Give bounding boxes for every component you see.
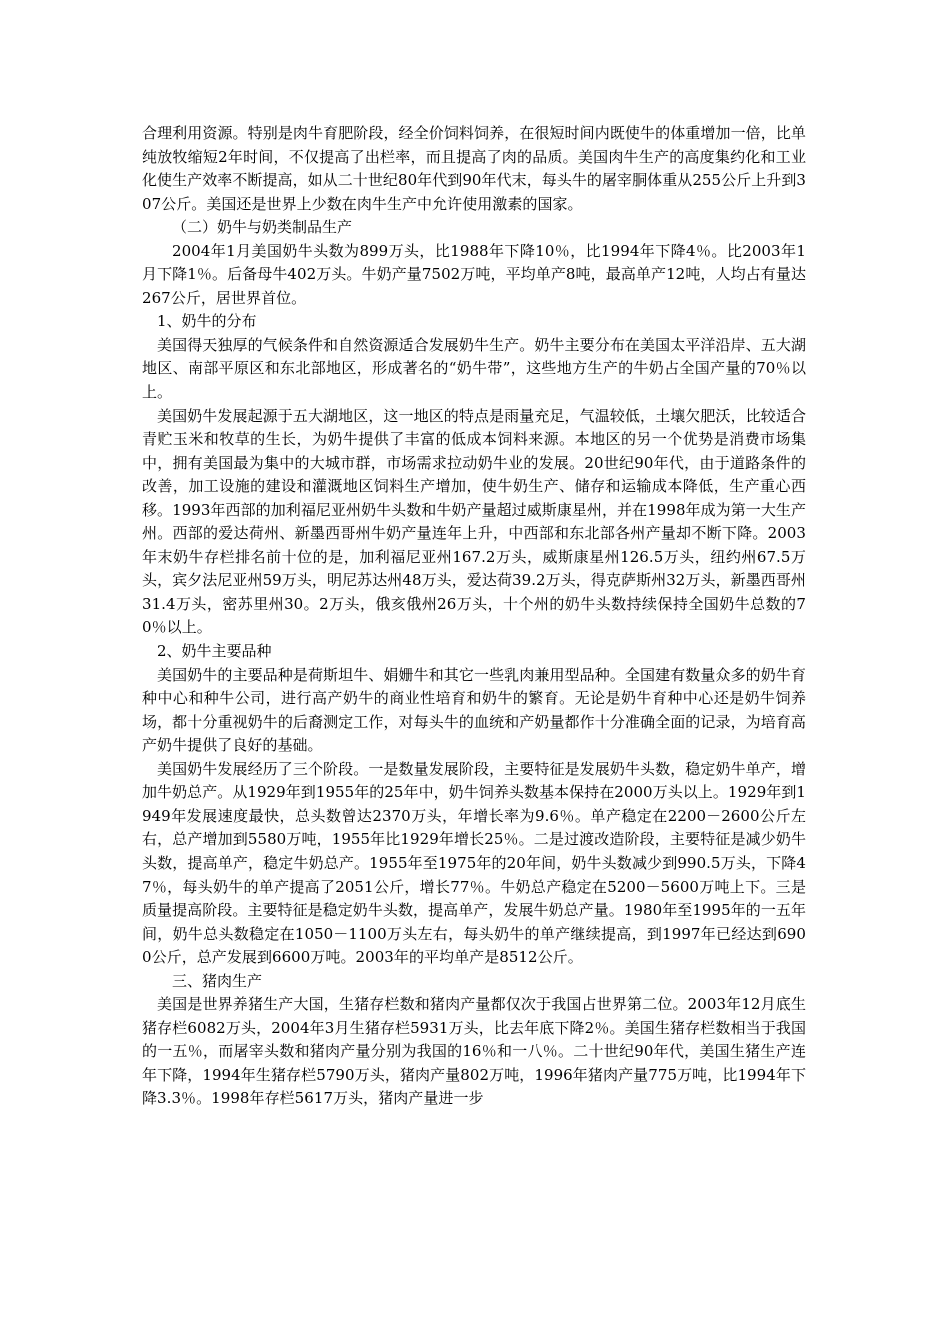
paragraph-pork-production: 美国是世界养猪生产大国，生猪存栏数和猪肉产量都仅次于我国占世界第二位。2003年12月底生猪存栏6082万头，2004年3月生猪存栏5931万头，比去年底下降2％。美国生猪存栏数相当于我国的一五％，而屠宰头数和猪肉产量分别为我国的16％和一八％。二十世纪90年代，美国生猪生产连年下降，1994年生猪存栏5790万头，猪肉产量802万吨，1996年猪肉产量775万吨，比1994年下降3.3％。1998年存栏5617万头，猪肉产量进一步	[142, 995, 806, 1108]
subheading-dairy-distribution: 1、奶牛的分布	[157, 312, 257, 331]
paragraph-three-stages: 美国奶牛发展经历了三个阶段。一是数量发展阶段，主要特征是发展奶牛头数，稳定奶牛单产，增加牛奶总产。从1929年到1955年的25年中，奶牛饲养头数基本保持在2000万头以上。1929年到1949年发展速度最快，总头数曾达2370万头，年增长率为9.6％。单产稳定在2200－2600公斤左右，总产增加到5580万吨，1955年比1929年增长25％。二是过渡改造阶段，主要特征是减少奶牛头数，提高单产，稳定牛奶总产。1955年至1975年的20年间，奶牛头数减少到990.5万头，下降47％，每头奶牛的单产提高了2051公斤，增长77％。牛奶总产稳定在5200－5600万吨上下。三是质量提高阶段。主要特征是稳定奶牛头数，提高单产，发展牛奶总产量。1980年至1995年的一五年间，奶牛总头数稳定在1050－1100万头左右，每头奶牛的单产继续提高，到1997年已经达到6900公斤，总产发展到6600万吨。2003年的平均单产是8512公斤。	[142, 759, 806, 967]
document-page	[142, 122, 806, 1111]
section-heading-dairy: （二）奶牛与奶类制品生产	[172, 218, 353, 237]
paragraph-dairy-belt: 美国得天独厚的气候条件和自然资源适合发展奶牛生产。奶牛主要分布在美国太平洋沿岸、五大湖地区、南部平原区和东北部地区，形成著名的“奶牛带”，这些地方生产的牛奶占全国产量的70％以上。	[142, 335, 806, 402]
subheading-dairy-breeds: 2、奶牛主要品种	[157, 642, 272, 661]
paragraph-dairy-stats: 2004年1月美国奶牛头数为899万头，比1988年下降10％，比1994年下降4％。比2003年1月下降1％。后备母牛402万头。牛奶产量7502万吨，平均单产8吨，最高单产12吨，人均占有量达267公斤，居世界首位。	[142, 241, 806, 307]
paragraph-breeds: 美国奶牛的主要品种是荷斯坦牛、娟姗牛和其它一些乳肉兼用型品种。全国建有数量众多的奶牛育种中心和种牛公司，进行高产奶牛的商业性培育和奶牛的繁育。无论是奶牛育种中心还是奶牛饲养场，都十分重视奶牛的后裔测定工作，对每头牛的血统和产奶量都作十分准确全面的记录，为培育高产奶牛提供了良好的基础。	[142, 665, 806, 755]
paragraph-beef-resources: 合理利用资源。特别是肉牛育肥阶段，经全价饲料饲养，在很短时间内既使牛的体重增加一倍，比单纯放牧缩短2年时间，不仅提高了出栏率，而且提高了肉的品质。美国肉牛生产的高度集约化和工业化使生产效率不断提高，如从二十世纪80年代到90年代末，每头牛的屠宰胴体重从255公斤上升到307公斤。美国还是世界上少数在肉牛生产中允许使用激素的国家。	[142, 124, 806, 213]
section-heading-pork: 三、猪肉生产	[172, 971, 263, 990]
paragraph-great-lakes: 美国奶牛发展起源于五大湖地区，这一地区的特点是雨量充足，气温较低，土壤欠肥沃，比较适合青贮玉米和牧草的生长，为奶牛提供了丰富的低成本饲料来源。本地区的另一个优势是消费市场集中，拥有美国最为集中的大城市群，市场需求拉动奶牛业的发展。20世纪90年代，由于道路条件的改善，加工设施的建设和灌溉地区饲料生产增加，使牛奶生产、储存和运输成本降低，生产重心西移。1993年西部的加利福尼亚州奶牛头数和牛奶产量超过威斯康星州，并在1998年成为第一大生产州。西部的爱达荷州、新墨西哥州牛奶产量连年上升，中西部和东北部各州产量却不断下降。2003年末奶牛存栏排名前十位的是，加利福尼亚州167.2万头，威斯康星州126.5万头，纽约州67.5万头，宾夕法尼亚州59万头，明尼苏达州48万头，爱达荷39.2万头，得克萨斯州32万头，新墨西哥州31.4万头，密苏里州30。2万头，俄亥俄州26万头，十个州的奶牛头数持续保持全国奶牛总数的70％以上。	[142, 406, 806, 637]
